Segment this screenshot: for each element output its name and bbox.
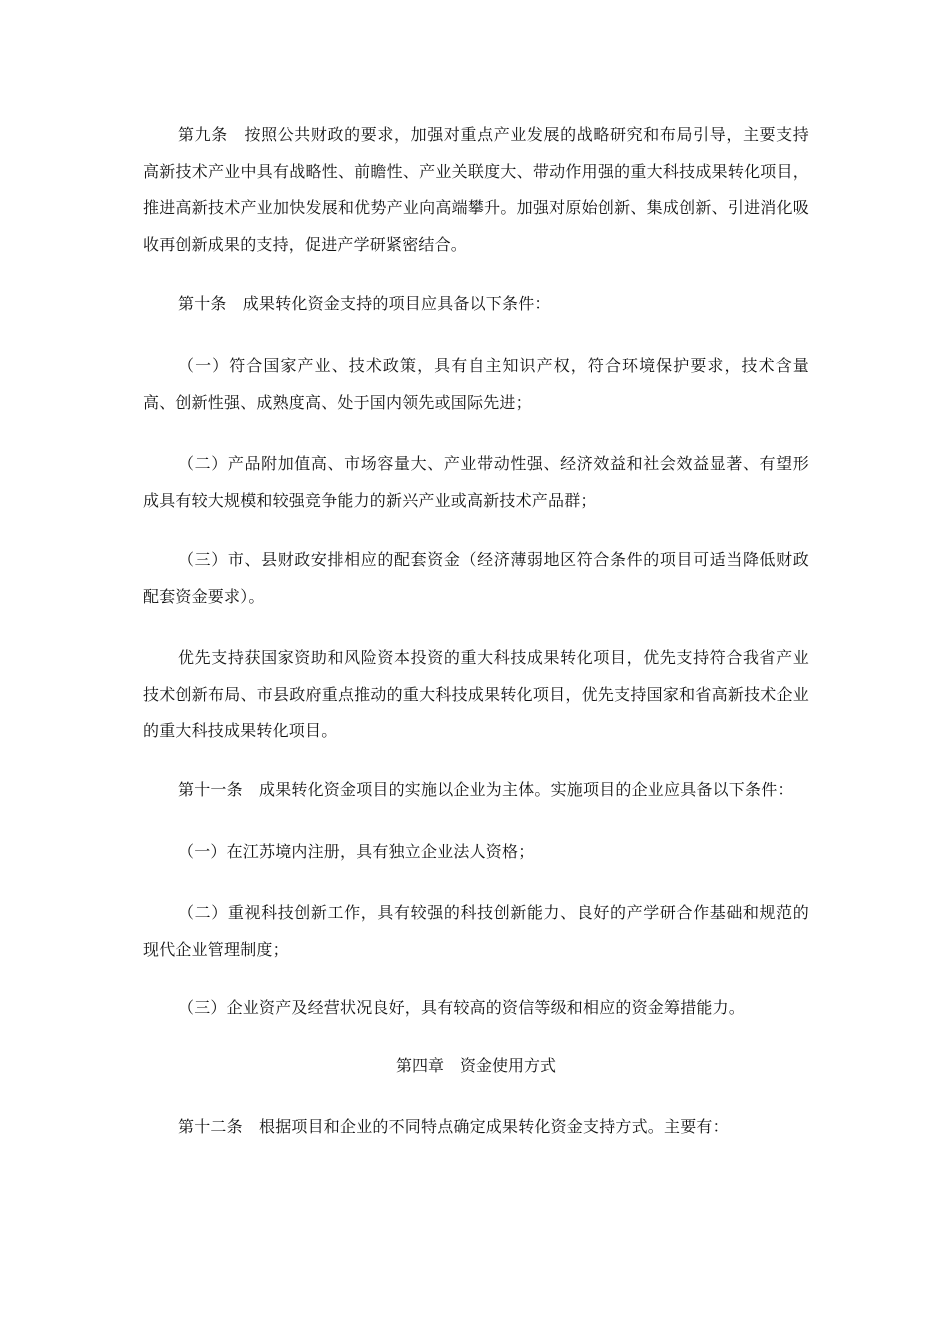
article-11-item-2: （二）重视科技创新工作，具有较强的科技创新能力、良好的产学研合作基础和规范的现代企业管理制度；: [143, 903, 809, 959]
article-10-item-3: （三）市、县财政安排相应的配套资金（经济薄弱地区符合条件的项目可适当降低财政配套资金要求）。: [143, 550, 809, 606]
article-11-paragraph: 第十一条 成果转化资金项目的实施以企业为主体。实施项目的企业应具备以下条件：: [178, 780, 794, 799]
priority-support-paragraph: 优先支持获国家资助和风险资本投资的重大科技成果转化项目，优先支持符合我省产业技术创新布局、市县政府重点推动的重大科技成果转化项目，优先支持国家和省高新技术企业的重大科技成果转化项目。: [143, 648, 809, 740]
article-11-item-3: （三）企业资产及经营状况良好，具有较高的资信等级和相应的资金筹措能力。: [178, 998, 746, 1017]
article-12-paragraph: 第十二条 根据项目和企业的不同特点确定成果转化资金支持方式。主要有：: [178, 1117, 729, 1136]
article-9-paragraph: 第九条 按照公共财政的要求，加强对重点产业发展的战略研究和布局引导，主要支持高新技术产业中具有战略性、前瞻性、产业关联度大、带动作用强的重大科技成果转化项目，推进高新技术产业加快发展和优势产业向高端攀升。加强对原始创新、集成创新、引进消化吸收再创新成果的支持，促进产学研紧密结合。: [143, 125, 809, 254]
article-10-paragraph: 第十条 成果转化资金支持的项目应具备以下条件：: [178, 294, 551, 313]
chapter-heading: 第四章 资金使用方式: [395, 1056, 556, 1075]
article-10-item-2: （二）产品附加值高、市场容量大、产业带动性强、经济效益和社会效益显著、有望形成具有较大规模和较强竞争能力的新兴产业或高新技术产品群；: [143, 454, 809, 510]
article-10-item-1: （一）符合国家产业、技术政策，具有自主知识产权，符合环境保护要求，技术含量高、创新性强、成熟度高、处于国内领先或国际先进；: [143, 356, 809, 412]
article-11-item-1: （一）在江苏境内注册，具有独立企业法人资格；: [178, 842, 535, 861]
